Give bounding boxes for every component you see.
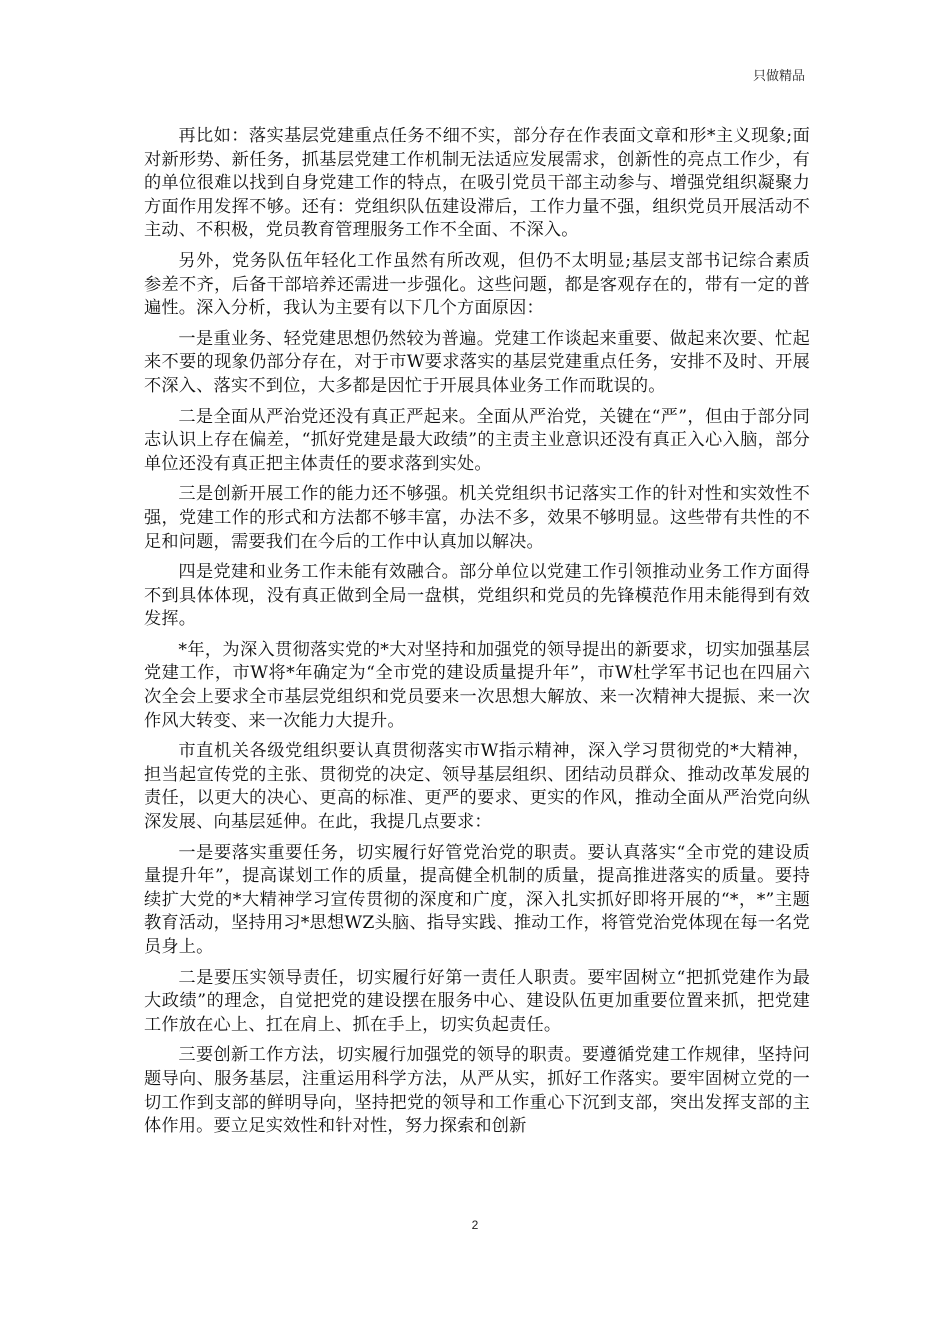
paragraph-3: 一是重业务、轻党建思想仍然较为普遍。党建工作谈起来重要、做起来次要、忙起来不要的现象仍部分存在，对于市W要求落实的基层党建重点任务，安排不及时、开展不深入、落实不到位，大多都是因忙于开展具体业务工作而耽误的。 [144,328,810,396]
paragraph-7: *年，为深入贯彻落实党的*大对坚持和加强党的领导提出的新要求，切实加强基层党建工作，市W将*年确定为“全市党的建设质量提升年”，市W杜学军书记也在四届六次全会上要求全市基层党组织和党员要来一次思想大解放、来一次精神大提振、来一次作风大转变、来一次能力大提升。 [144,639,810,731]
page-number: 2 [471,1218,479,1232]
paragraph-4: 二是全面从严治党还没有真正严起来。全面从严治党，关键在“严”，但由于部分同志认识上存在偏差，“抓好党建是最大政绩”的主责主业意识还没有真正入心入脑，部分单位还没有真正把主体责任的要求落到实处。 [144,406,810,474]
paragraph-9: 一是要落实重要任务，切实履行好管党治党的职责。要认真落实“全市党的建设质量提升年”，提高谋划工作的质量，提高健全机制的质量，提高推进落实的质量。要持续扩大党的*大精神学习宣传贯彻的深度和广度，深入扎实抓好即将开展的“*，*”主题教育活动，坚持用习*思想WZ头脑、指导实践、推动工作，将管党治党体现在每一名党员身上。 [144,842,810,957]
paragraph-6: 四是党建和业务工作未能有效融合。部分单位以党建工作引领推动业务工作方面得不到具体体现，没有真正做到全局一盘棋，党组织和党员的先锋模范作用未能得到有效发挥。 [144,562,810,630]
paragraph-10: 二是要压实领导责任，切实履行好第一责任人职责。要牢固树立“把抓党建作为最大政绩”的理念，自觉把党的建设摆在服务中心、建设队伍更加重要位置来抓，把党建工作放在心上、扛在肩上、抓在手上，切实负起责任。 [144,967,810,1035]
header-label: 只做精品 [752,69,805,84]
paragraph-2: 另外，党务队伍年轻化工作虽然有所改观，但仍不太明显;基层支部书记综合素质参差不齐，后备干部培养还需进一步强化。这些问题，都是客观存在的，带有一定的普遍性。深入分析，我认为主要有以下几个方面原因： [144,250,810,319]
paragraph-8: 市直机关各级党组织要认真贯彻落实市W指示精神，深入学习贯彻党的*大精神，担当起宣传党的主张、贯彻党的决定、领导基层组织、团结动员群众、推动改革发展的责任，以更大的决心、更高的标准、更严的要求、更实的作风，推动全面从严治党向纵深发展、向基层延伸。在此，我提几点要求： [144,741,810,833]
document-body [144,125,810,1146]
paragraph-1: 再比如：落实基层党建重点任务不细不实，部分存在作表面文章和形*主义现象;面对新形势、新任务，抓基层党建工作机制无法适应发展需求，创新性的亮点工作少，有的单位很难以找到自身党建工作的特点，在吸引党员干部主动参与、增强党组织凝聚力方面作用发挥不够。还有：党组织队伍建设滞后，工作力量不强，组织党员开展活动不主动、不积极，党员教育管理服务工作不全面、不深入。 [144,126,810,241]
paragraph-5: 三是创新开展工作的能力还不够强。机关党组织书记落实工作的针对性和实效性不强，党建工作的形式和方法都不够丰富，办法不多，效果不够明显。这些带有共性的不足和问题，需要我们在今后的工作中认真加以解决。 [144,484,810,552]
paragraph-11: 三要创新工作方法，切实履行加强党的领导的职责。要遵循党建工作规律，坚持问题导向、服务基层，注重运用科学方法，从严从实，抓好工作落实。要牢固树立党的一切工作到支部的鲜明导向，坚持把党的领导和工作重心下沉到支部，突出发挥支部的主体作用。要立足实效性和针对性，努力探索和创新 [144,1045,810,1137]
